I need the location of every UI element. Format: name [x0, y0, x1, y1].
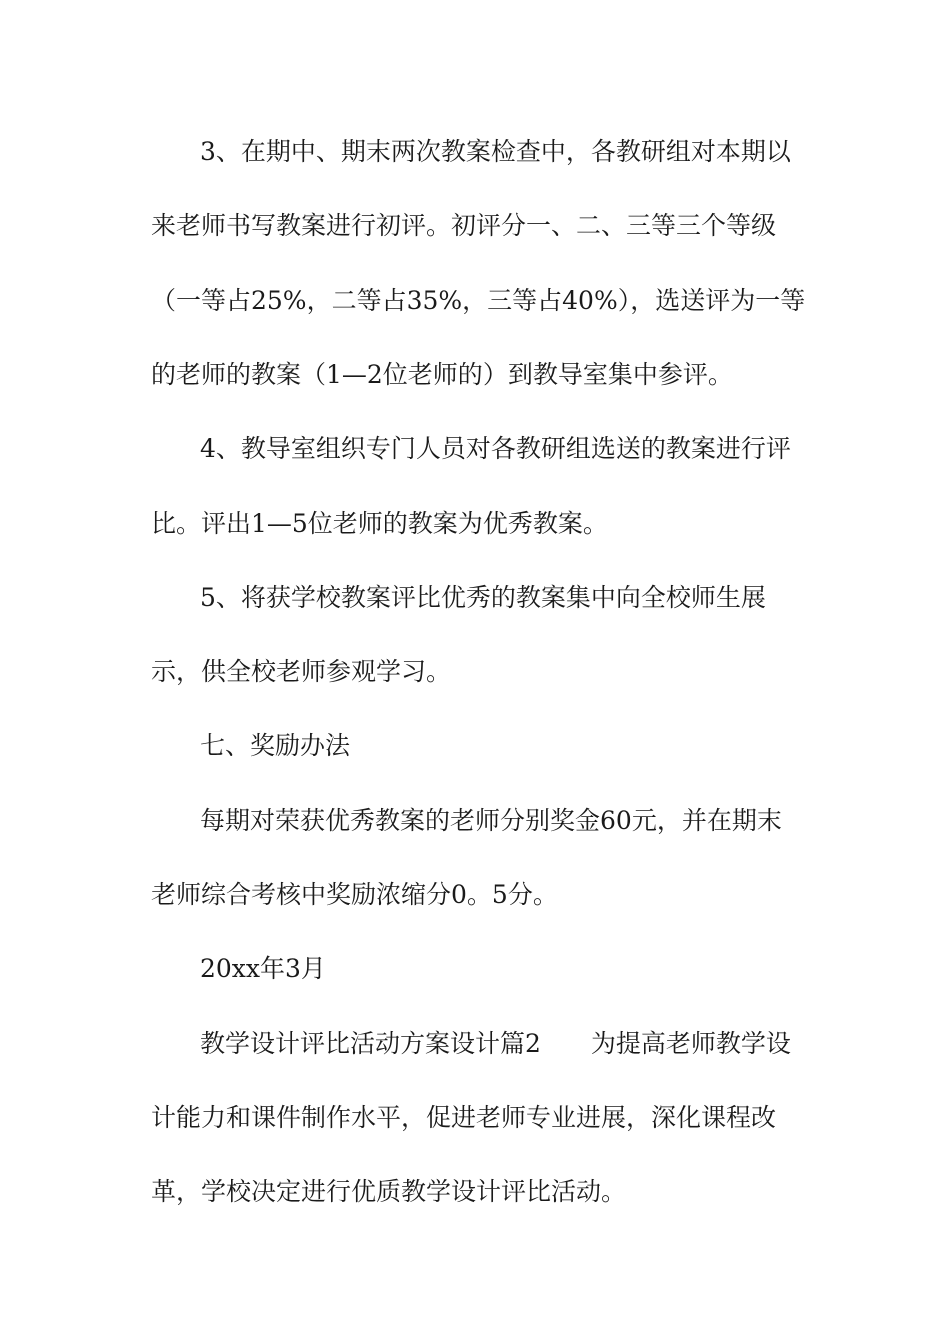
paragraph-line: [0, 504, 950, 544]
date-line: [0, 949, 950, 989]
paragraph-line: [0, 355, 950, 395]
paragraph-line: [0, 1024, 950, 1064]
line-text: 七、奖励办法: [200, 731, 351, 760]
line-text: 教学设计评比活动方案设计篇2 为提高老师教学设: [200, 1029, 791, 1058]
paragraph-line: [0, 132, 950, 172]
paragraph-line: [0, 801, 950, 841]
paragraph-line: [0, 1098, 950, 1138]
line-text: 每期对荣获优秀教案的老师分别奖金60元，并在期末: [200, 806, 782, 835]
line-text: 3、在期中、期末两次教案检查中，各教研组对本期以: [200, 137, 791, 166]
paragraph-line: [0, 578, 950, 618]
line-text: 革，学校决定进行优质教学设计评比活动。: [151, 1177, 627, 1206]
paragraph-line: [0, 1172, 950, 1212]
line-text: 20xx年3月: [200, 954, 326, 983]
line-text: 4、教导室组织专门人员对各教研组选送的教案进行评: [200, 434, 791, 463]
line-text: 老师综合考核中奖励浓缩分0。5分。: [151, 880, 558, 909]
paragraph-line: [0, 206, 950, 246]
line-text: 计能力和课件制作水平，促进老师专业进展，深化课程改: [151, 1103, 777, 1132]
paragraph-line: [0, 875, 950, 915]
section-heading: [0, 726, 950, 766]
line-text: 5、将获学校教案评比优秀的教案集中向全校师生展: [200, 583, 766, 612]
paragraph-line: [0, 652, 950, 692]
line-text: 示，供全校老师参观学习。: [151, 657, 452, 686]
line-text: （一等占25%，二等占35%，三等占40%），选送评为一等: [151, 286, 806, 315]
line-text: 的老师的教案（1—2位老师的）到教导室集中参评。: [151, 360, 733, 389]
line-text: 来老师书写教案进行初评。初评分一、二、三等三个等级: [151, 211, 777, 240]
paragraph-line: [0, 429, 950, 469]
paragraph-line: [0, 281, 950, 321]
line-text: 比。评出1—5位老师的教案为优秀教案。: [151, 509, 608, 538]
